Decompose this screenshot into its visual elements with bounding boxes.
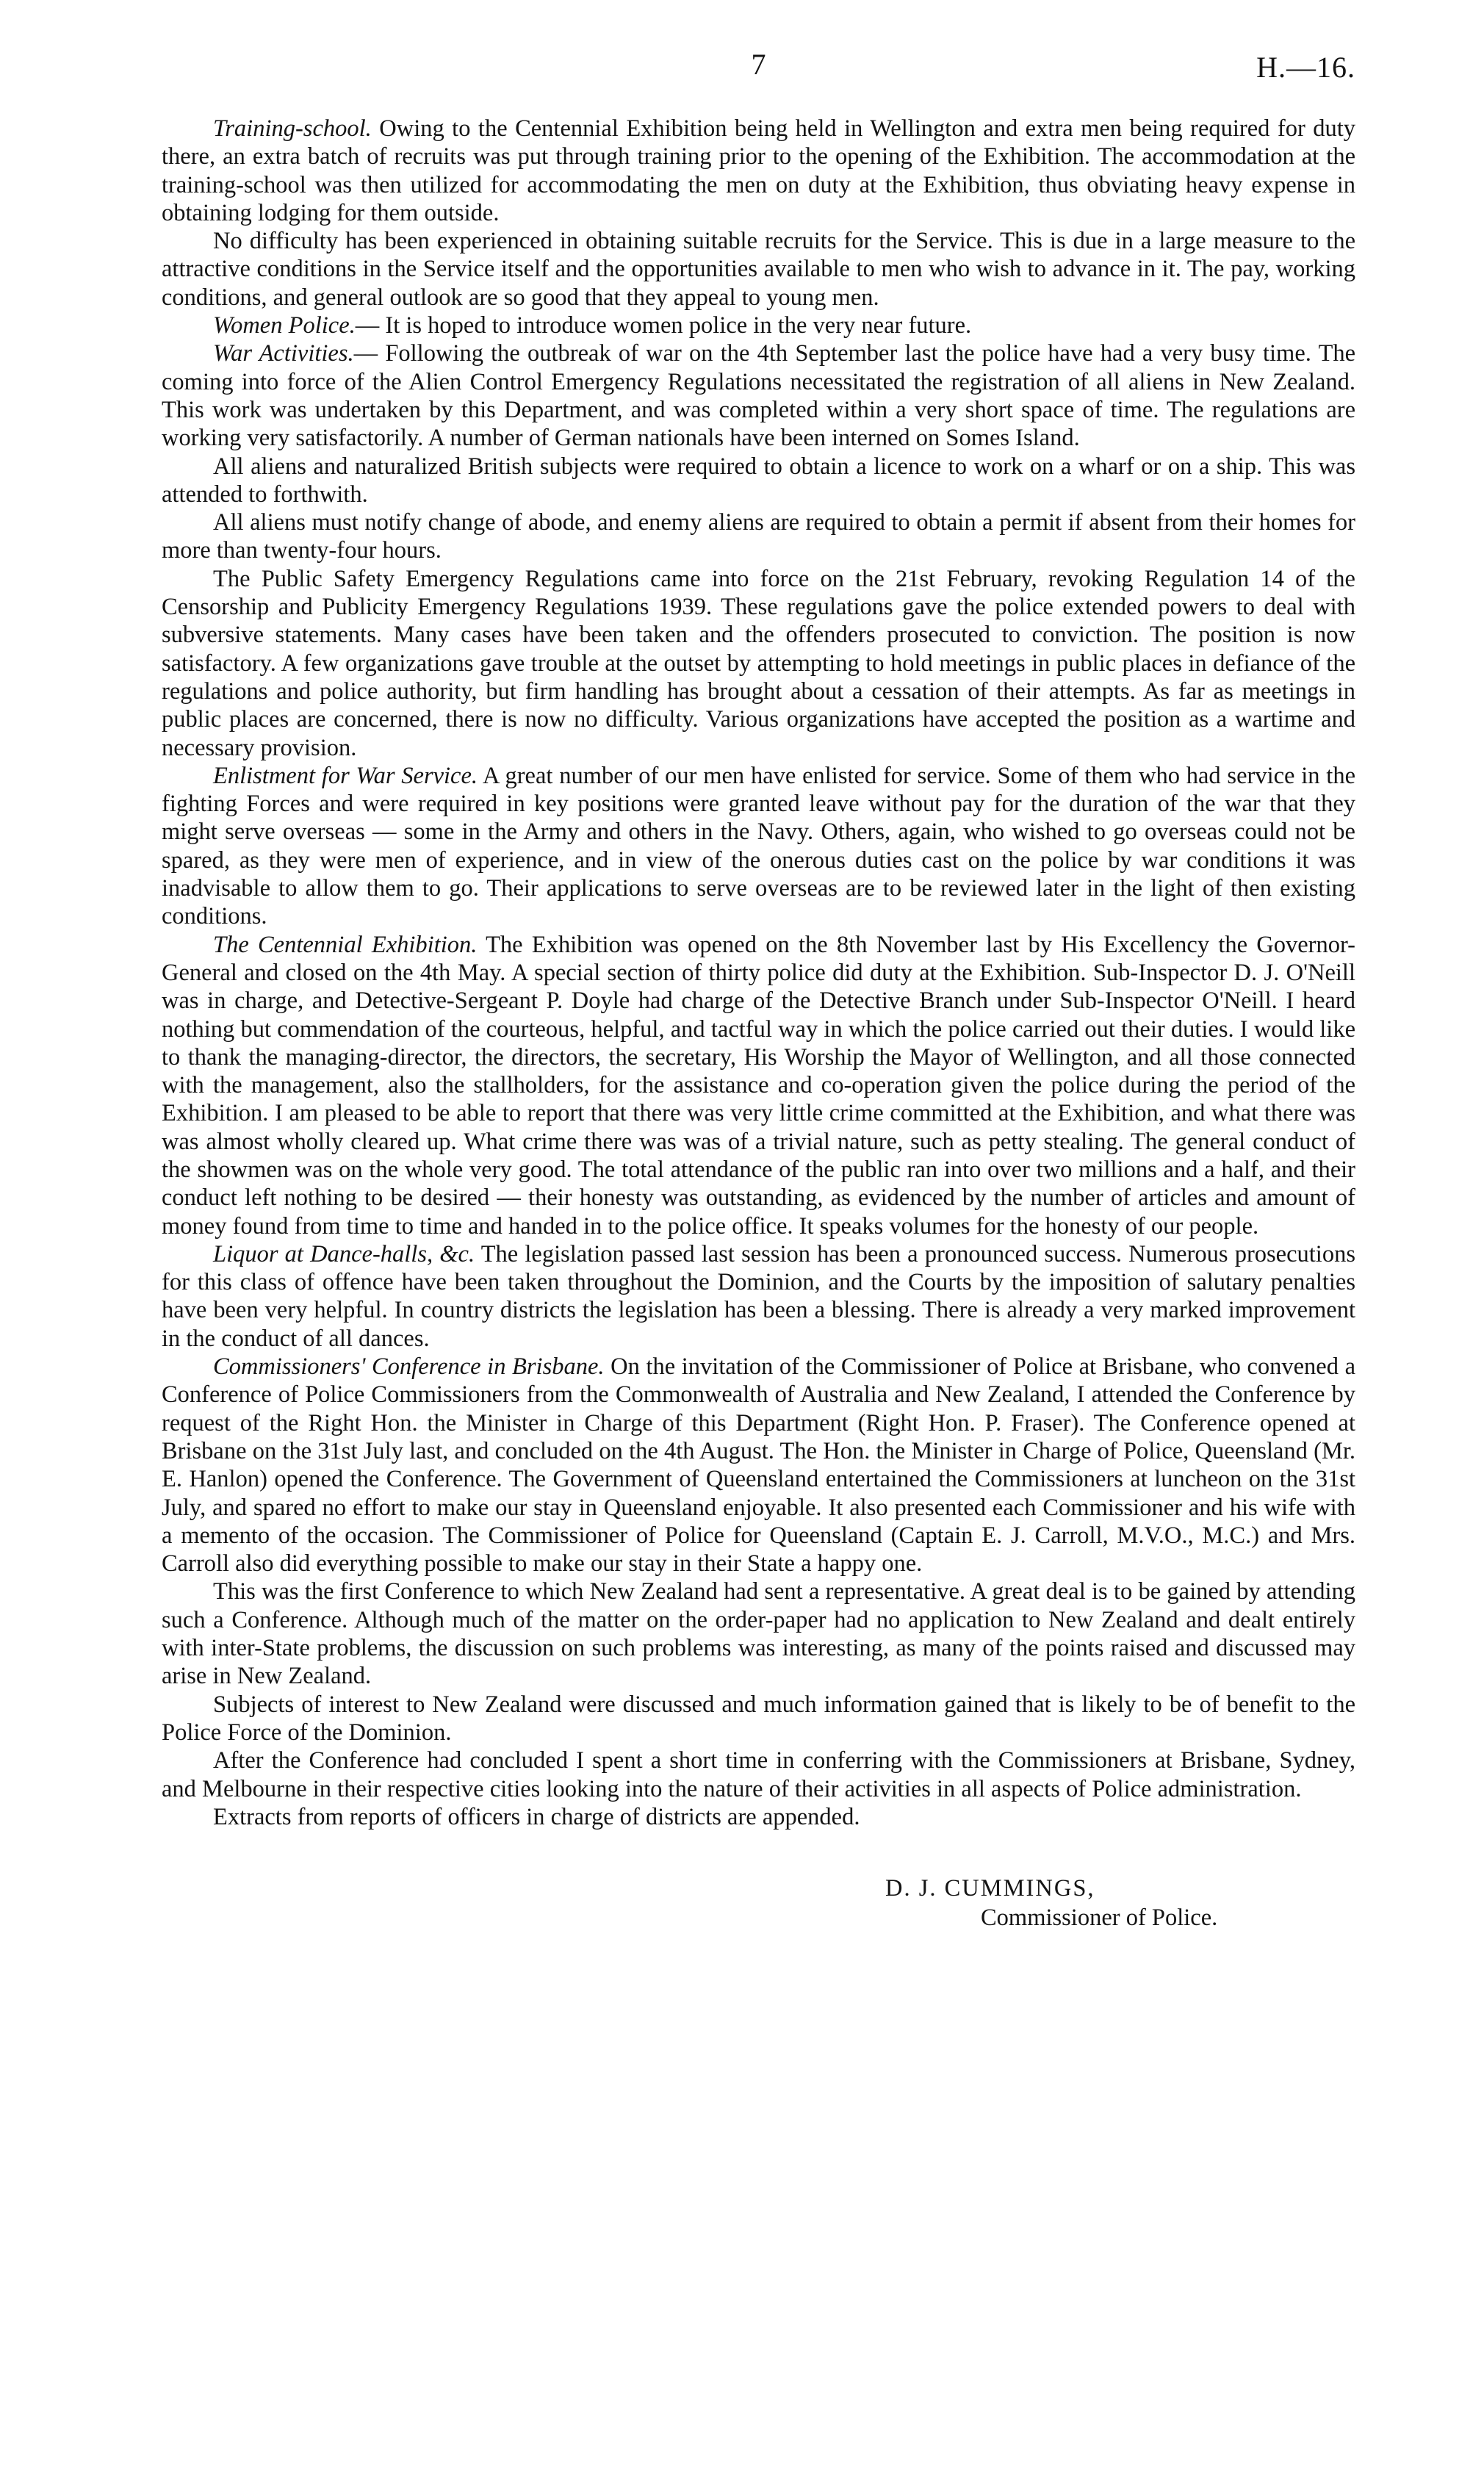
paragraph-war-activities xyxy=(162,339,1355,452)
paragraph-subjects-of-interest xyxy=(162,1691,1355,1747)
paragraph-liquor-dance-halls xyxy=(162,1240,1355,1353)
paragraph-after-conference xyxy=(162,1747,1355,1803)
paragraph-extracts xyxy=(162,1803,1355,1831)
document-page xyxy=(162,44,1355,2461)
paragraph-text: The Exhibition was opened on the 8th November last by His Excellency the Governor-General and closed on the 4th May. A special section of thirty police did duty at the Exhibition. Sub-Inspector D. J. O'Neill was in charge, and Detective-Sergeant P. Doyle had charge of the Detective Branch under Sub-Inspector O'Neill. I heard nothing but commendation of the courteous, helpful, and tactful way in which the police carried out their duties. I would like to thank the managing-director, the directors, the secretary, His Worship the Mayor of Wellington, and all those connected with the management, also the stallholders, for the assistance and co-operation given the police during the period of the Exhibition. I am pleased to be able to report that there was very little crime committed at the Exhibition, and what there was was almost wholly cleared up. What crime there was was of a trivial nature, such as petty stealing. The general conduct of the showmen was on the whole very good. The total attendance of the public ran into over two millions and a half, and their conduct left nothing to be desired — their honesty was outstanding, as evidenced by the number of articles and amount of money found from time to time and handed in to the police office. It speaks volumes for the honesty of our people. xyxy=(162,931,1355,1240)
paragraph-text: No difficulty has been experienced in obtaining suitable recruits for the Service. This is due in a large measure to the attractive conditions in the Service itself and the opportunities available to men who wish to advance in it. The pay, working conditions, and general outlook are so good that they appeal to young men. xyxy=(162,228,1355,311)
paragraph-first-conference xyxy=(162,1578,1355,1690)
paragraph-text: A great number of our men have enlisted for service. Some of them who had service in the fighting Forces and were required in key positions were granted leave without pay for the duration of the war that they might serve overseas — some in the Army and others in the Navy. Others, again, who wished to go overseas could not be spared, as they were men of experience, and in view of the onerous duties cast on the police by war conditions it was inadvisable to allow them to go. Their applications to serve overseas are to be reviewed later in the light of then existing conditions. xyxy=(162,762,1356,930)
paragraph-text: All aliens must notify change of abode, and enemy aliens are required to obtain a permit if absent from their homes for more than twenty-four hours. xyxy=(162,509,1355,564)
paragraph-text: On the invitation of the Commissioner of Police at Brisbane, who convened a Conference of Police Commissioners from the Commonwealth of Australia and New Zealand, I attended the Conference by request of the Right Hon. the Minister in Charge of this Department (Right Hon. P. Fraser). The Conference opened at Brisbane on the 31st July last, and concluded on the 4th August. The Hon. the Minister in Charge of Police, Queensland (Mr. E. Hanlon) opened the Conference. The Government of Queensland entertained the Commissioners at luncheon on the 31st July, and spared no effort to make our stay in Queensland enjoyable. It also presented each Commissioner and his wife with a memento of the occasion. The Commissioner of Police for Queensland (Captain E. J. Carroll, M.V.O., M.C.) and Mrs. Carroll also did everything possible to make our stay in their State a happy one. xyxy=(162,1353,1356,1578)
paragraph-heading: Training-school. xyxy=(213,115,372,142)
paragraph-enlistment xyxy=(162,762,1355,931)
page-number: 7 xyxy=(751,48,766,81)
paragraph-centennial-exhibition xyxy=(162,931,1355,1240)
paragraph-text: All aliens and naturalized British subjects were required to obtain a licence to work on a wharf or on a ship. This was attended to forthwith. xyxy=(162,453,1355,508)
document-reference: H.—16. xyxy=(1256,51,1355,84)
paragraph-recruits xyxy=(162,227,1355,312)
paragraph-text: Owing to the Centennial Exhibition being held in Wellington and extra men being required for duty there, an extra batch of recruits was put through training prior to the opening of the Exhibition. The accommodation at the training-school was then utilized for accommodating the men on duty at the Exhibition, thus obviating heavy expense in obtaining lodging for them outside. xyxy=(162,115,1355,226)
paragraph-aliens-abode xyxy=(162,508,1355,565)
paragraph-text: The legislation passed last session has been a pronounced success. Numerous prosecutions for this class of offence have been taken throughout the Dominion, and the Courts by the imposition of salutary penalties have been very helpful. In country districts the legislation has been a blessing. There is already a very marked improvement in the conduct of all dances. xyxy=(162,1240,1355,1352)
paragraph-heading: Enlistment for War Service. xyxy=(213,762,478,789)
paragraph-heading: The Centennial Exhibition. xyxy=(213,931,478,958)
report-body xyxy=(162,115,1355,1831)
paragraph-heading: Liquor at Dance-halls, &c. xyxy=(213,1240,475,1267)
paragraph-text: This was the first Conference to which New Zealand had sent a representative. A great deal is to be gained by attending such a Conference. Although much of the matter on the order-paper had no application to New Zealand and dealt entirely with inter-State problems, the discussion on such problems was interesting, as many of the points raised and discussed may arise in New Zealand. xyxy=(162,1578,1355,1690)
signatory-title: Commissioner of Police. xyxy=(981,1904,1218,1932)
paragraph-text: Extracts from reports of officers in charge of districts are appended. xyxy=(213,1803,860,1830)
paragraph-public-safety xyxy=(162,565,1355,762)
paragraph-heading: Women Police. xyxy=(213,312,356,339)
page-header xyxy=(162,44,1355,115)
paragraph-heading: Commissioners' Conference in Brisbane. xyxy=(213,1353,605,1381)
paragraph-text: — Following the outbreak of war on the 4th September last the police have had a very busy time. The coming into force of the Alien Control Emergency Regulations necessitated the registration of all aliens in New Zealand. This work was undertaken by this Department, and was completed within a very short space of time. The regulations are working very satisfactorily. A number of German nationals have been interned on Somes Island. xyxy=(162,340,1356,452)
paragraph-text: After the Conference had concluded I spent a short time in conferring with the Commissioners at Brisbane, Sydney, and Melbourne in their respective cities looking into the nature of their activities in all aspects of Police administration. xyxy=(162,1747,1355,1802)
paragraph-text: Subjects of interest to New Zealand were discussed and much information gained that is likely to be of benefit to the Police Force of the Dominion. xyxy=(162,1691,1355,1746)
paragraph-aliens-licence xyxy=(162,453,1355,509)
paragraph-training-school xyxy=(162,115,1355,227)
paragraph-heading: War Activities. xyxy=(213,340,354,367)
paragraph-text: — It is hoped to introduce women police in the very near future. xyxy=(355,312,972,339)
paragraph-women-police xyxy=(162,312,1355,339)
paragraph-brisbane-conference xyxy=(162,1353,1355,1578)
signature-block xyxy=(885,1874,1355,1932)
paragraph-text: The Public Safety Emergency Regulations came into force on the 21st February, revoking Regulation 14 of the Censorship and Publicity Emergency Regulations 1939. These regulations gave the police extended powers to deal with subversive statements. Many cases have been taken and the offenders prosecuted to conviction. The position is now satisfactory. A few organizations gave trouble at the outset by attempting to hold meetings in public places in defiance of the regulations and police authority, but firm handling has brought about a cessation of their attempts. As far as meetings in public places are concerned, there is now no difficulty. Various organizations have accepted the position as a wartime and necessary provision. xyxy=(162,565,1355,761)
signatory-name: D. J. CUMMINGS, xyxy=(885,1875,1095,1902)
